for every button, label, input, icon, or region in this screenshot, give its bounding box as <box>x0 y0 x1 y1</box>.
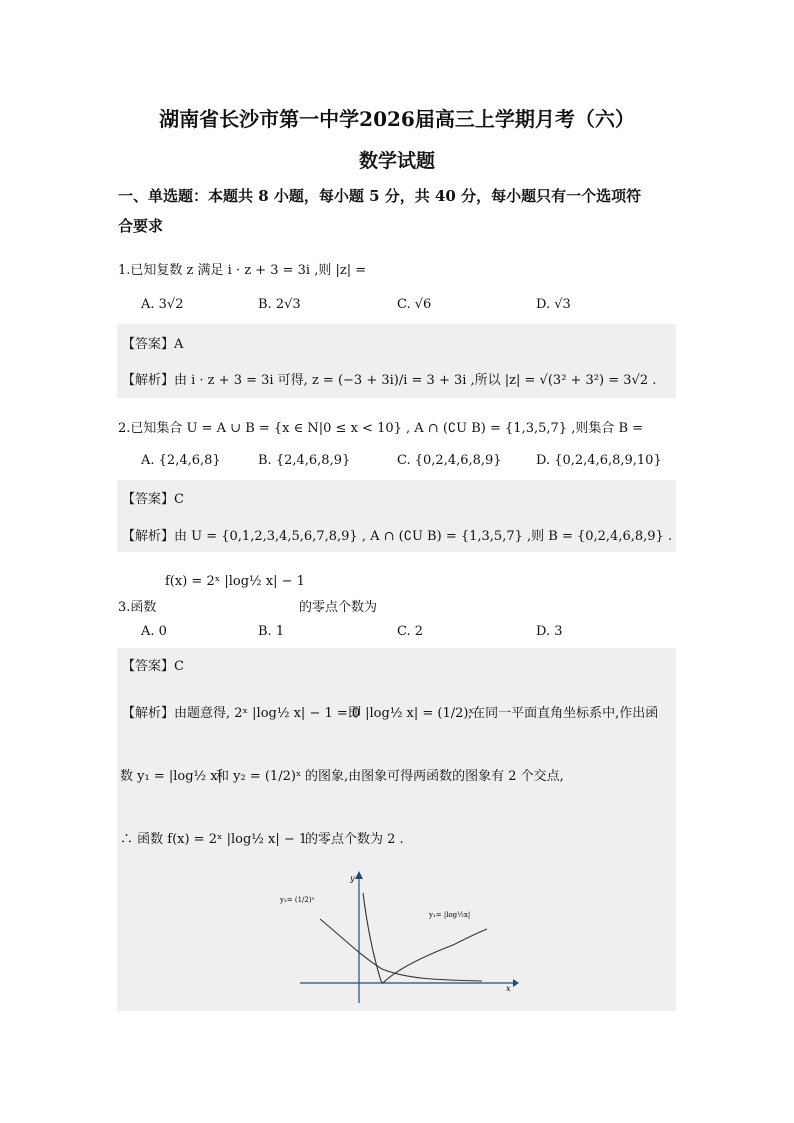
question-2-analysis: 【解析】由 U = {0,1,2,3,4,5,6,7,8,9} , A ∩ (∁U B) = {1,3,5,7} ,则 B = {0,2,4,6,8,9} . <box>122 529 673 544</box>
question-3-analysis-2a: 数 y₁ = |log½ x| <box>120 769 222 784</box>
curve-y1 <box>363 893 487 983</box>
question-1-option-a: A. 3√2 <box>141 297 184 312</box>
page-title: 湖南省长沙市第一中学2026届高三上学期月考（六） <box>159 107 635 131</box>
question-3-analysis-3a: ∴ 函数 f(x) = 2ˣ |log½ x| − 1 <box>120 832 308 847</box>
question-3-option-c: C. 2 <box>397 624 424 639</box>
section-heading-line2: 合要求 <box>118 217 164 235</box>
question-3-analysis-2c: 的图象,由图象可得两函数的图象有 2 个交点, <box>305 769 564 784</box>
question-2-stem: 2.已知集合 U = A ∪ B = {x ∈ N|0 ≤ x < 10} , A ∩ (∁U B) = {1,3,5,7} ,则集合 B = <box>118 421 644 436</box>
question-3-answer: 【答案】C <box>122 659 184 674</box>
function-graph <box>117 865 676 1011</box>
curve-y2-label: y₂= (1/2)ˣ <box>280 896 315 904</box>
question-3-analysis-3b: 的零点个数为 2 . <box>305 832 404 847</box>
y-axis-arrow <box>355 871 363 879</box>
question-3-option-b: B. 1 <box>258 624 285 639</box>
question-3-analysis-1a: 【解析】由题意得, 2ˣ |log½ x| − 1 = 0 <box>122 706 361 721</box>
question-3-formula: f(x) = 2ˣ |log½ x| − 1 <box>165 574 305 589</box>
question-2-answer: 【答案】C <box>122 492 184 507</box>
question-2-option-b: B. {2,4,6,8,9} <box>258 453 351 468</box>
curve-y2 <box>320 919 482 981</box>
question-3-analysis-1c: ,在同一平面直角坐标系中,作出函 <box>468 706 659 721</box>
x-axis-label: x <box>506 984 511 993</box>
question-1-option-d: D. √3 <box>536 297 571 312</box>
question-2-option-a: A. {2,4,6,8} <box>141 453 221 468</box>
question-3-suffix: 的零点个数为 <box>299 600 378 615</box>
question-1-answer: 【答案】A <box>122 337 184 352</box>
question-1-analysis: 【解析】由 i · z + 3 = 3i 可得, z = (−3 + 3i)/i = 3 + 3i ,所以 |z| = √(3² + 3²) = 3√2 . <box>122 373 657 388</box>
question-3-analysis-1b: 即 |log½ x| = (1/2)ˣ <box>348 706 474 721</box>
function-graph-svg <box>117 865 676 1011</box>
page-subtitle: 数学试题 <box>358 150 435 172</box>
question-3-prefix: 3.函数 <box>118 600 157 615</box>
x-axis-arrow <box>513 979 519 987</box>
question-3-analysis-2b: 和 y₂ = (1/2)ˣ <box>216 769 302 784</box>
question-3-option-a: A. 0 <box>141 624 167 639</box>
y-axis-label: y <box>350 874 355 883</box>
question-2-option-c: C. {0,2,4,6,8,9} <box>397 453 502 468</box>
curve-y1-label: y₁= |log½x| <box>429 911 471 919</box>
question-1-option-c: C. √6 <box>397 297 432 312</box>
question-1-option-b: B. 2√3 <box>258 297 301 312</box>
question-2-option-d: D. {0,2,4,6,8,9,10} <box>536 453 662 468</box>
section-heading <box>118 181 678 241</box>
question-1-stem: 1.已知复数 z 满足 i · z + 3 = 3i ,则 |z| = <box>118 263 367 278</box>
question-3-option-d: D. 3 <box>536 624 563 639</box>
section-heading-line1: 一、单选题：本题共 8 小题，每小题 5 分，共 40 分，每小题只有一个选项符 <box>118 187 642 205</box>
